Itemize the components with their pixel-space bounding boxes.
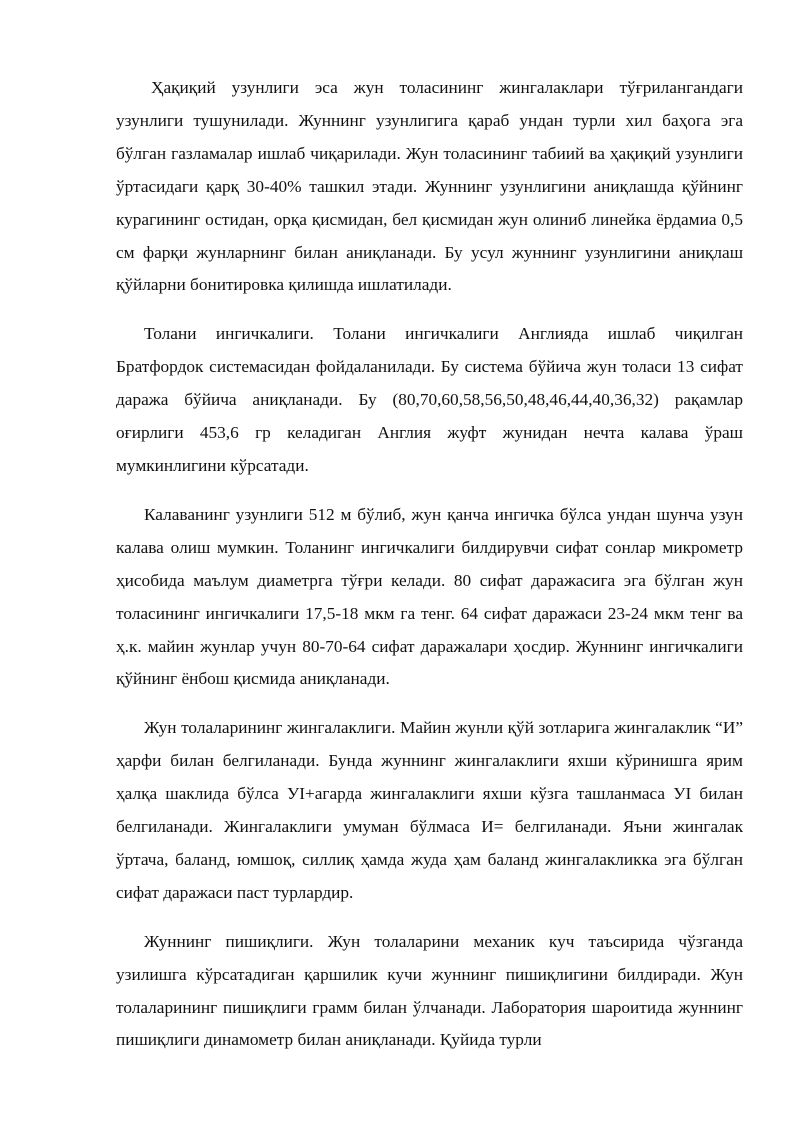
document-body bbox=[116, 72, 743, 1073]
paragraph-fiber-crimp: Жун толаларининг жингалаклиги. Майин жунли қўй зотларига жингалаклик “И” ҳарфи билан белгиланади. Бунда жуннинг жингалаклиги яхши кўринишга ярим ҳалқа шаклида бўлса УI+агарда жингалаклиги яхши кўзга ташланмаса УI билан белгиланади. Жингалаклиги умуман бўлмаса И= белгиланади. Яъни жингалак ўртача, баланд, юмшоқ, силлиқ ҳамда жуда ҳам баланд жингалакликка эга бўлган сифат даражаси паст турлардир. bbox=[116, 718, 743, 902]
paragraph-wool-true-length: Ҳақиқий узунлиги эса жун толасининг жингалаклари тўғрилангандаги узунлиги тушунилади. Жуннинг узунлигига қараб ундан турли хил баҳога эга бўлган газламалар ишлаб чиқарилади. Жун толасининг табиий ва ҳақиқий узунлиги ўртасидаги қарқ 30-40% ташкил этади. Жуннинг узунлигини аниқлашда қўйнинг курагининг остидан, орқа қисмидан, бел қисмидан жун олиниб линейка ёрдамиа 0,5 см фарқи жунларнинг билан аниқланади. Бу усул жуннинг узунлигини аниқлаш қўйларни бонитировка қилишда ишлатилади. bbox=[116, 78, 743, 295]
paragraph-fiber-fineness: Толани ингичкалиги. Толани ингичкалиги Англияда ишлаб чиқилган Братфордок системасидан фойдаланилади. Бу система бўйича жун толаси 13 сифат даража бўйича аниқланади. Бу (80,70,60,58,56,50,48,46,44,40,36,32) рақамлар оғирлиги 453,6 гр келадиган Англия жуфт жунидан нечта калава ўраш мумкинлигини кўрсатади. bbox=[116, 324, 743, 475]
paragraph-wool-strength: Жуннинг пишиқлиги. Жун толаларини механик куч таъсирида чўзганда узилишга кўрсатадиган қаршилик кучи жуннинг пишиқлигини билдиради. Жун толаларининг пишиқлиги грамм билан ўлчанади. Лаборатория шароитида жуннинг пишиқлиги динамометр билан аниқланади. Қуйида турли bbox=[116, 931, 743, 1050]
paragraph-skein-length: Калаванинг узунлиги 512 м бўлиб, жун қанча ингичка бўлса ундан шунча узун калава олиш мумкин. Толанинг ингичкалиги билдирувчи сифат сонлар микрометр ҳисобида маълум диаметрга тўғри келади. 80 сифат даражасига эга бўлган жун толасининг ингичкалиги 17,5-18 мкм га тенг. 64 сифат даражаси 23-24 мкм тенг ва ҳ.к. майин жунлар учун 80-70-64 сифат даражалари ҳосдир. Жуннинг ингичкалиги қўйнинг ёнбош қисмида аниқланади. bbox=[116, 504, 743, 689]
